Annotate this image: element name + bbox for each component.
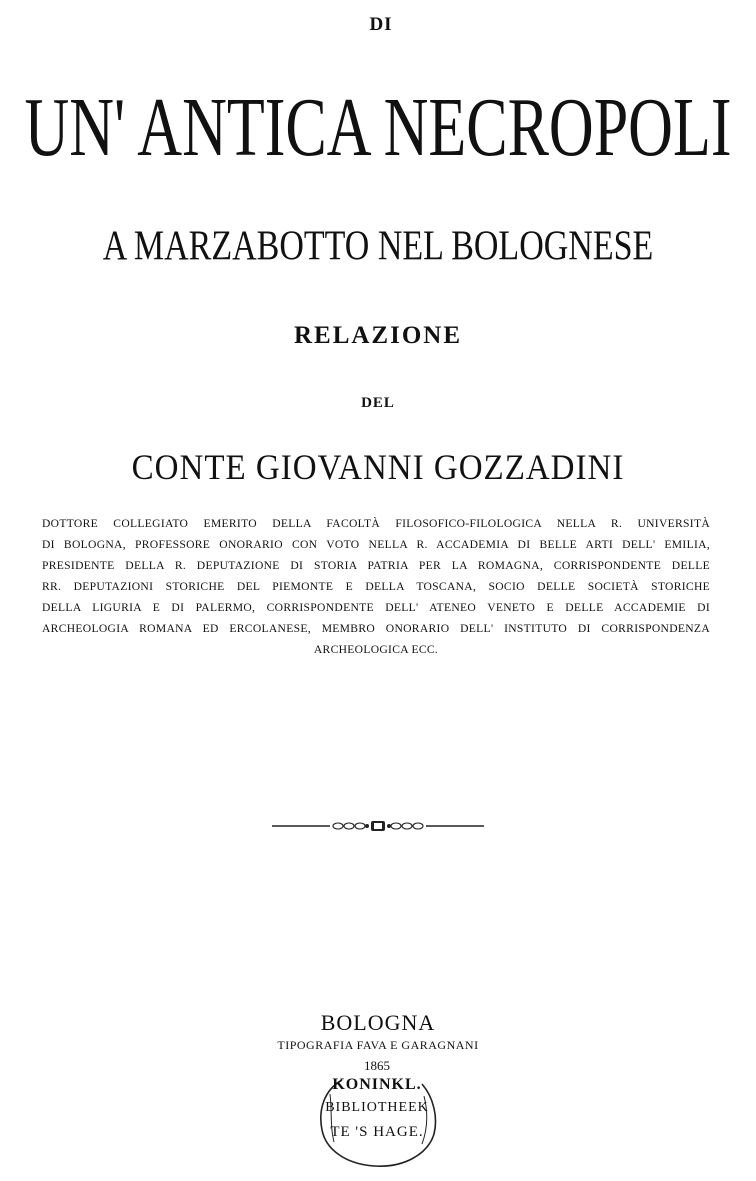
imprint-printer: TIPOGRAFIA FAVA E GARAGNANI — [277, 1038, 479, 1052]
credentials-line: ARCHEOLOGICA ECC. — [313, 643, 439, 656]
author-credentials — [42, 513, 710, 660]
ornament-divider-icon — [272, 818, 484, 834]
subtitle: A MARZABOTTO NEL BOLOGNESE — [102, 223, 654, 270]
stamp-line: KONINKL. — [332, 1076, 422, 1093]
credentials-line: ARCHEOLOGIA ROMANA ED ERCOLANESE, MEMBRO ONORARIO DELL' INSTITUTO DI CORRISPONDENZA — [42, 622, 710, 635]
credentials-line: DOTTORE COLLEGIATO EMERITO DELLA FACOLTÀ FILOSOFICO-FILOLOGICA NELLA R. UNIVERSITÀ — [42, 517, 710, 530]
credentials-line: DELLA LIGURIA E DI PALERMO, CORRISPONDENTE DELL' ATENEO VENETO E DELLE ACCADEMIE DI — [42, 601, 710, 614]
by-label: DEL — [361, 395, 395, 411]
credentials-line: RR. DEPUTAZIONI STORICHE DEL PIEMONTE E DELLA TOSCANA, SOCIO DELLE SOCIETÀ STORICHE — [42, 580, 710, 593]
library-stamp — [312, 1050, 442, 1168]
report-label: RELAZIONE — [293, 322, 463, 349]
main-title: UN' ANTICA NECROPOLI — [24, 82, 732, 174]
credentials-line: DI BOLOGNA, PROFESSORE ONORARIO CON VOTO NELLA R. ACCADEMIA DI BELLE ARTI DELL' EMILIA, — [42, 538, 710, 551]
imprint-year: 1865 — [364, 1058, 390, 1073]
stamp-line: TE 'S HAGE. — [330, 1124, 424, 1140]
imprint-place: BOLOGNA — [320, 1010, 436, 1035]
pre-title: DI — [369, 14, 393, 35]
author-name: CONTE GIOVANNI GOZZADINI — [131, 448, 625, 488]
stamp-line: BIBLIOTHEEK — [325, 1100, 429, 1115]
credentials-line: PRESIDENTE DELLA R. DEPUTAZIONE DI STORIA PATRIA PER LA ROMAGNA, CORRISPONDENTE DELLE — [42, 559, 710, 572]
